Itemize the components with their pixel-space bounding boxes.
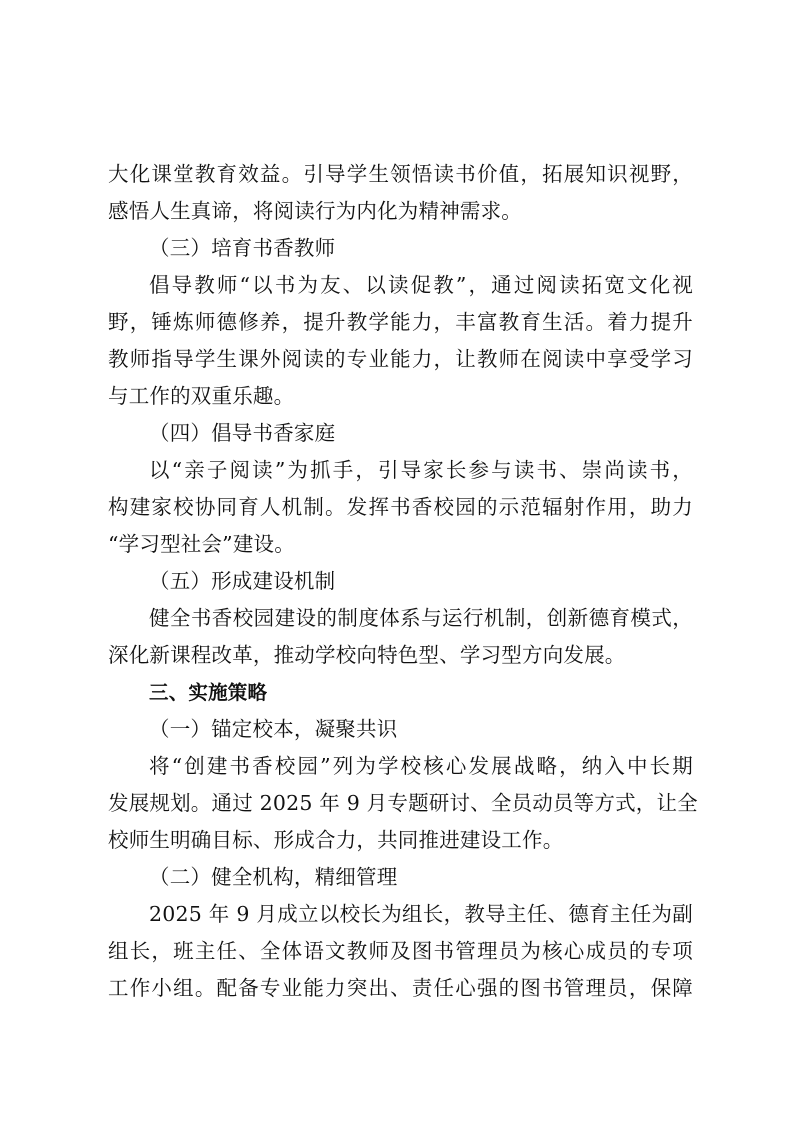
document-body: [108, 156, 698, 1007]
paragraph-line: 大化课堂教育效益。引导学生领悟读书价值，拓展知识视野，: [108, 162, 693, 186]
paragraph-line: 校师生明确目标、形成合力，共同推进建设工作。: [108, 828, 564, 852]
paragraph-line: 发展规划。通过 2025 年 9 月专题研讨、全员动员等方式，让全: [108, 791, 698, 815]
section-heading: （三）培育书香教师: [149, 236, 336, 260]
paragraph-line: 2025 年 9 月成立以校长为组长，教导主任、德育主任为副: [149, 902, 693, 926]
paragraph-line: 野，锤炼师德修养，提升教学能力，丰富教育生活。着力提升: [108, 310, 693, 334]
paragraph-line: “学习型社会”建设。: [108, 532, 295, 556]
section-heading: （四）倡导书香家庭: [149, 421, 336, 445]
paragraph-line: 与工作的双重乐趣。: [108, 384, 295, 408]
paragraph-line: 工作小组。配备专业能力突出、责任心强的图书管理员，保障: [108, 976, 693, 1000]
section-heading: （二）健全机构，精细管理: [149, 865, 398, 889]
paragraph-line: 健全书香校园建设的制度体系与运行机制，创新德育模式，: [149, 606, 693, 630]
section-heading: （一）锚定校本，凝聚共识: [149, 717, 398, 741]
paragraph-line: 将“创建书香校园”列为学校核心发展战略，纳入中长期: [149, 754, 693, 778]
paragraph-line: 感悟人生真谛，将阅读行为内化为精神需求。: [108, 199, 522, 223]
section-heading: （五）形成建设机制: [149, 569, 336, 593]
paragraph-line: 组长，班主任、全体语文教师及图书管理员为核心成员的专项: [108, 939, 693, 963]
chapter-heading: 三、实施策略: [149, 681, 268, 704]
paragraph-line: 深化新课程改革，推动学校向特色型、学习型方向发展。: [108, 643, 626, 667]
paragraph-line: 构建家校协同育人机制。发挥书香校园的示范辐射作用，助力: [108, 495, 693, 519]
paragraph-line: 教师指导学生课外阅读的专业能力，让教师在阅读中享受学习: [108, 347, 693, 371]
paragraph-line: 倡导教师“以书为友、以读促教”，通过阅读拓宽文化视: [149, 273, 693, 297]
paragraph-line: 以“亲子阅读”为抓手，引导家长参与读书、崇尚读书，: [149, 458, 693, 482]
